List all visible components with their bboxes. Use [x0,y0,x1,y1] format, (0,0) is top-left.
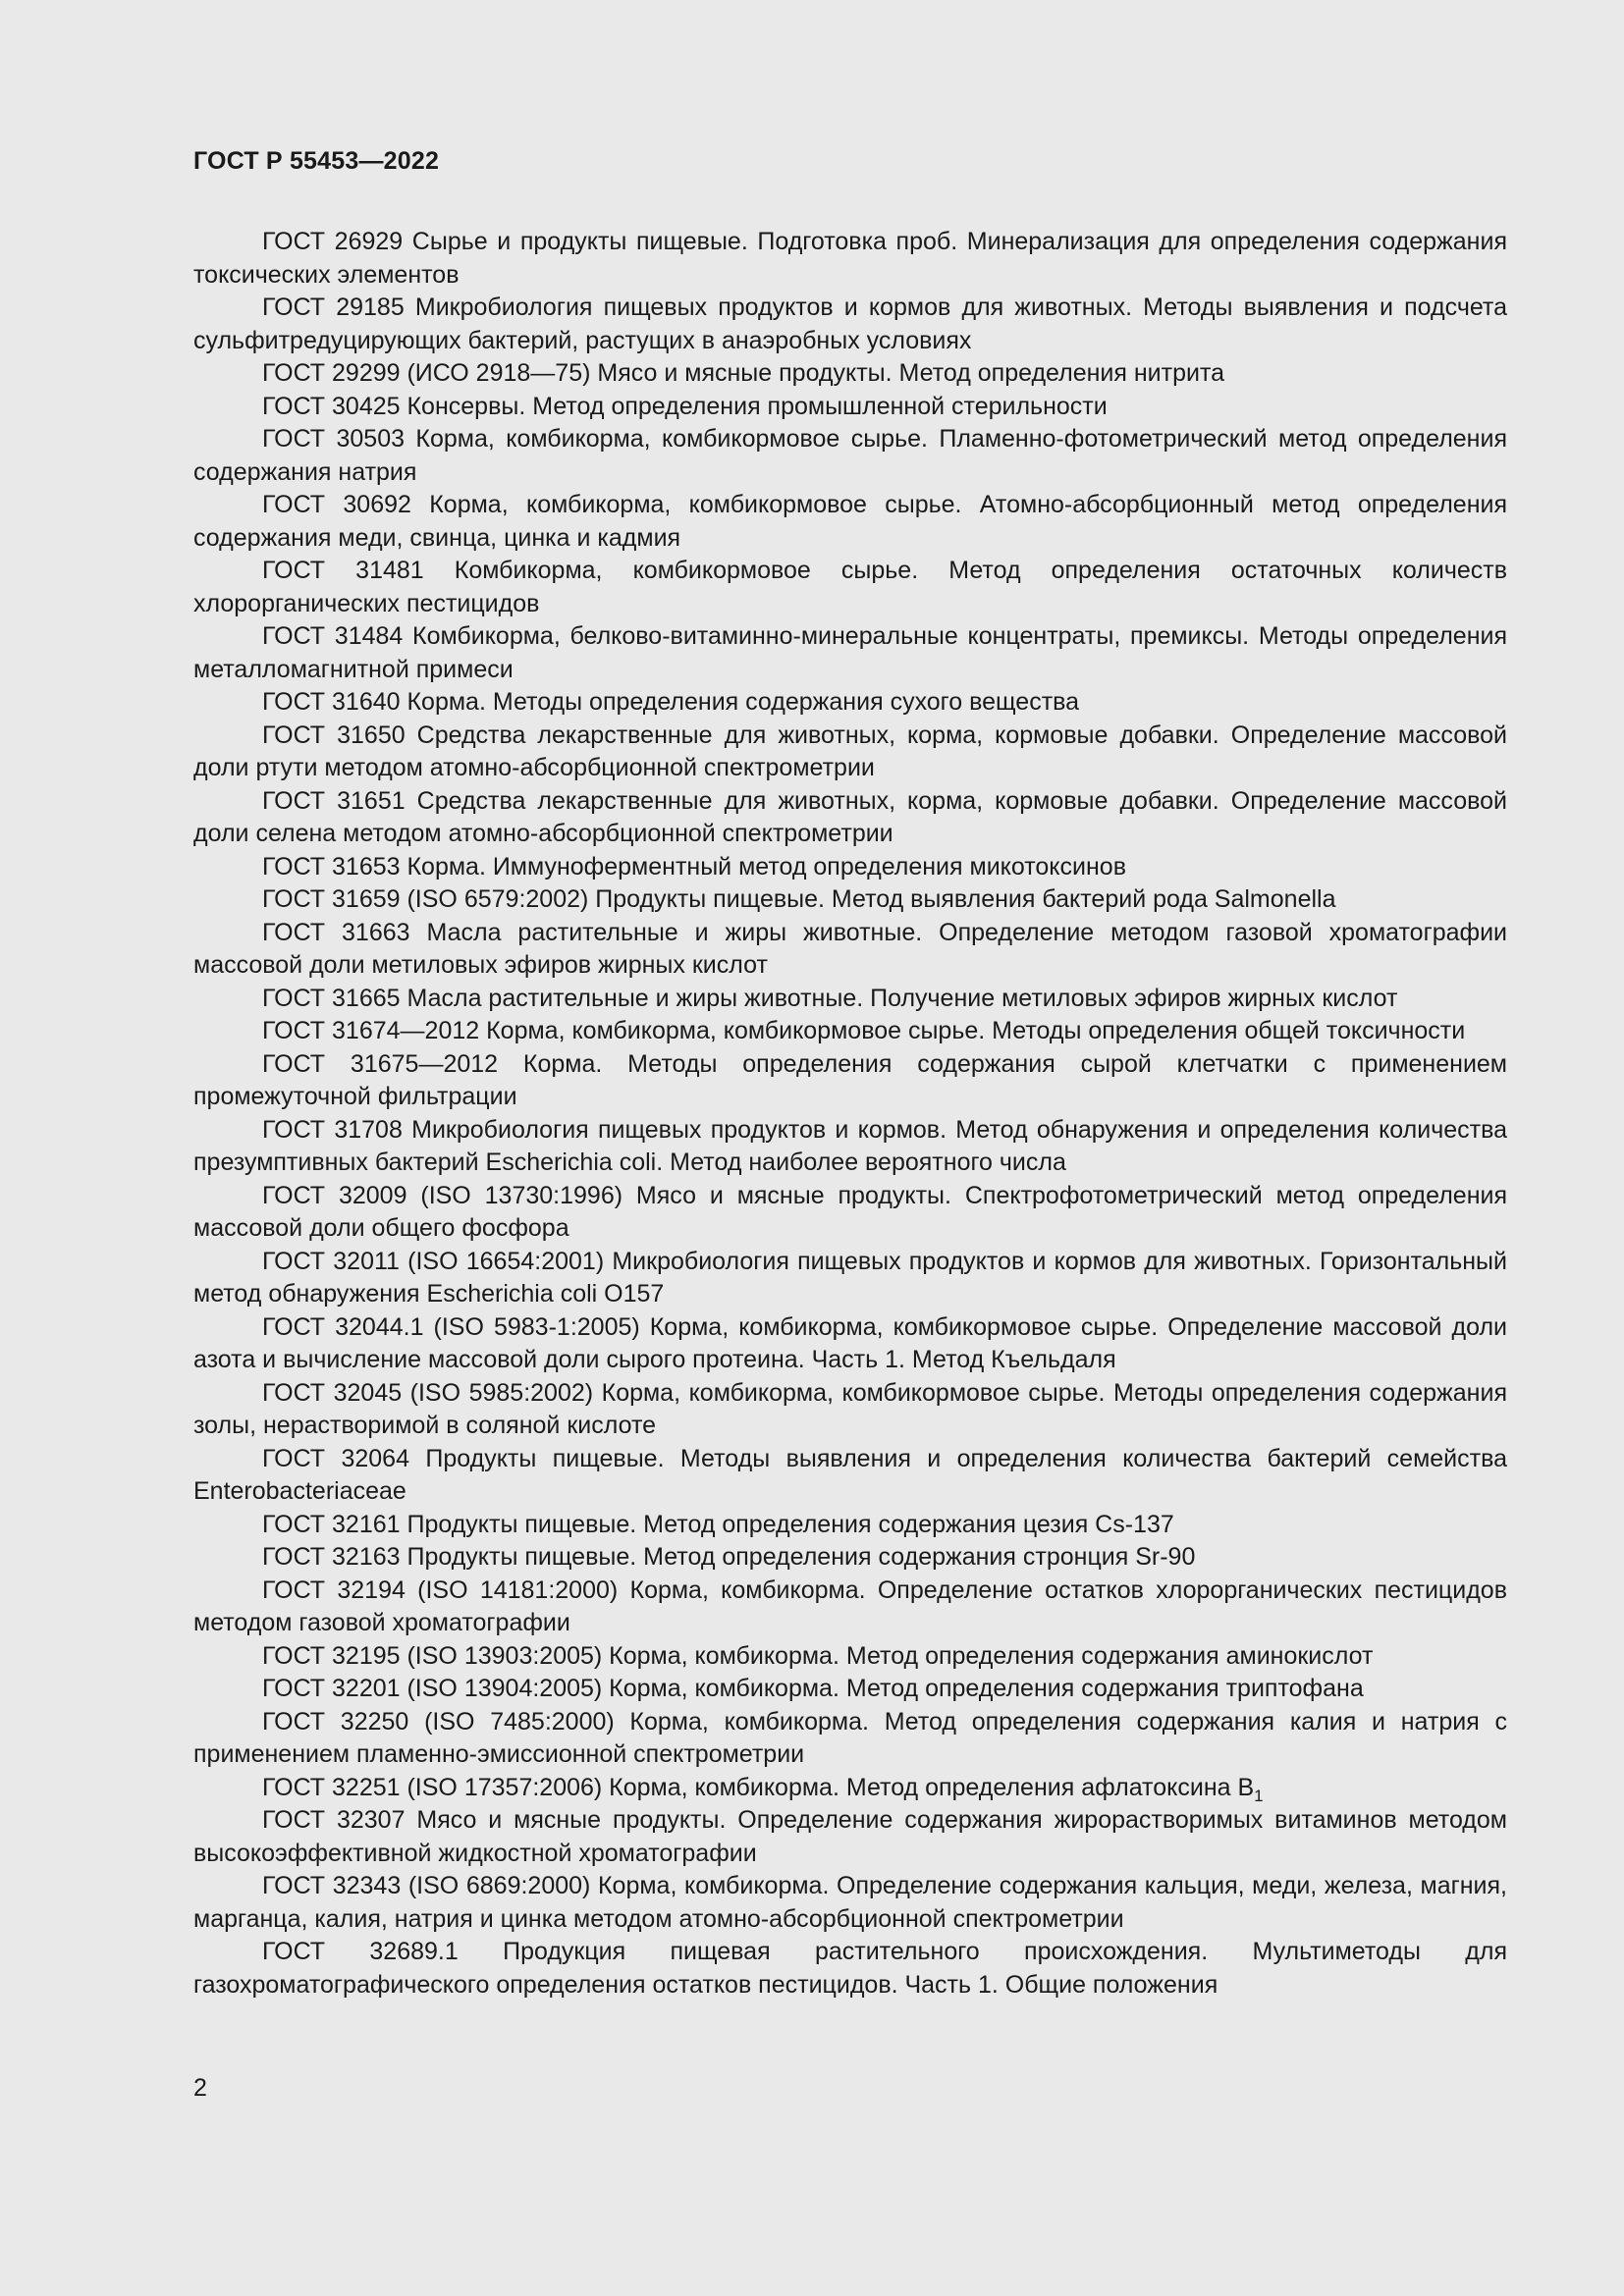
reference-text: ГОСТ 31659 (ISO 6579:2002) Продукты пищевые. Метод выявления бактерий рода Salmonella [262,885,1336,913]
reference-text: ГОСТ 31640 Корма. Методы определения содержания сухого вещества [262,688,1080,716]
reference-item [193,917,1507,983]
reference-item [193,785,1507,851]
reference-subscript: 1 [1254,1786,1264,1805]
reference-item [193,391,1507,424]
reference-text: ГОСТ 32045 (ISO 5985:2002) Корма, комбикорма, комбикормовое сырье. Методы определения содержания золы, нерастворимой в соляной кислоте [193,1378,1507,1439]
page-number: 2 [193,2074,207,2102]
reference-item [193,1509,1507,1542]
reference-item [193,1870,1507,1936]
reference-text: ГОСТ 31675—2012 Корма. Методы определения содержания сырой клетчатки с применением промежуточной фильтрации [193,1049,1507,1110]
reference-text: ГОСТ 32689.1 Продукция пищевая растительного происхождения. Мультиметоды для газохроматографического определения остатков пестицидов. Часть 1. Общие положения [193,1938,1507,1999]
reference-text: ГОСТ 26929 Сырье и продукты пищевые. Подготовка проб. Минерализация для определения содержания токсических элементов [193,228,1507,289]
reference-item [193,292,1507,357]
reference-item [193,686,1507,720]
reference-text: ГОСТ 32011 (ISO 16654:2001) Микробиология пищевых продуктов и кормов для животных. Горизонтальный метод обнаружения Escherichia coli O157 [193,1247,1507,1308]
reference-text: ГОСТ 32343 (ISO 6869:2000) Корма, комбикорма. Определение содержания кальция, меди, железа, магния, марганца, калия, натрия и цинка методом атомно-абсорбционной спектрометрии [193,1872,1507,1933]
reference-text: ГОСТ 29299 (ИСО 2918—75) Мясо и мясные продукты. Метод определения нитрита [262,359,1225,387]
reference-item [193,1048,1507,1114]
reference-text: ГОСТ 31665 Масла растительные и жиры животные. Получение метиловых эфиров жирных кислот [262,984,1398,1012]
reference-item [193,720,1507,785]
reference-text: ГОСТ 32307 Мясо и мясные продукты. Определение содержания жирорастворимых витаминов методом высокоэффективной жидкостной хроматографии [193,1806,1507,1867]
reference-text: ГОСТ 32064 Продукты пищевые. Методы выявления и определения количества бактерий семейства Enterobacteriaceae [193,1444,1507,1505]
reference-text: ГОСТ 31484 Комбикорма, белково-витаминно-минеральные концентраты, премиксы. Методы определения металломагнитной примеси [193,622,1507,683]
reference-item [193,1673,1507,1706]
reference-item [193,1114,1507,1180]
reference-item [193,423,1507,489]
reference-text: ГОСТ 32161 Продукты пищевые. Метод определения содержания цезия Cs-137 [262,1510,1174,1538]
reference-item [193,1772,1507,1805]
reference-text: ГОСТ 30425 Консервы. Метод определения промышленной стерильности [262,392,1108,420]
reference-text: ГОСТ 32163 Продукты пищевые. Метод определения содержания стронция Sr-90 [262,1543,1196,1571]
reference-item [193,1377,1507,1443]
reference-text: ГОСТ 32044.1 (ISO 5983-1:2005) Корма, комбикорма, комбикормовое сырье. Определение массовой доли азота и вычисление массовой доли сырого протеина. Часть 1. Метод Къельдаля [193,1312,1507,1373]
reference-item [193,883,1507,917]
reference-text: ГОСТ 32251 (ISO 17357:2006) Корма, комбикорма. Метод определения афлатоксина B [262,1773,1255,1801]
reference-text: ГОСТ 32250 (ISO 7485:2000) Корма, комбикорма. Метод определения содержания калия и натрия с применением пламенно-эмиссионной спектрометрии [193,1707,1507,1768]
reference-text: ГОСТ 29185 Микробиология пищевых продуктов и кормов для животных. Методы выявления и подсчета сульфитредуцирующих бактерий, растущих в анаэробных условиях [193,294,1507,354]
reference-item [193,357,1507,391]
reference-text: ГОСТ 31663 Масла растительные и жиры животные. Определение методом газовой хроматографии массовой доли метиловых эфиров жирных кислот [193,918,1507,979]
reference-item [193,851,1507,884]
reference-item [193,1246,1507,1311]
reference-item [193,1575,1507,1640]
reference-text: ГОСТ 31653 Корма. Иммуноферментный метод определения микотоксинов [262,852,1126,881]
normative-references-list [193,226,1507,2002]
reference-item [193,1541,1507,1575]
reference-item [193,1311,1507,1377]
reference-item [193,1936,1507,2002]
reference-item [193,1706,1507,1772]
reference-item [193,555,1507,620]
reference-text: ГОСТ 32195 (ISO 13903:2005) Корма, комбикорма. Метод определения содержания аминокислот [262,1641,1374,1670]
reference-text: ГОСТ 31674—2012 Корма, комбикорма, комбикормовое сырье. Методы определения общей токсичности [262,1017,1466,1044]
reference-text: ГОСТ 31481 Комбикорма, комбикормовое сырье. Метод определения остаточных количеств хлорорганических пестицидов [193,557,1507,617]
reference-text: ГОСТ 31651 Средства лекарственные для животных, корма, кормовые добавки. Определение массовой доли селена методом атомно-абсорбционной спектрометрии [193,786,1507,847]
reference-item [193,226,1507,292]
reference-item [193,1015,1507,1048]
reference-text: ГОСТ 30503 Корма, комбикорма, комбикормовое сырье. Пламенно-фотометрический метод определения содержания натрия [193,425,1507,486]
reference-item [193,1804,1507,1870]
reference-item [193,1640,1507,1674]
reference-text: ГОСТ 30692 Корма, комбикорма, комбикормовое сырье. Атомно-абсорбционный метод определения содержания меди, свинца, цинка и кадмия [193,491,1507,552]
reference-text: ГОСТ 32009 (ISO 13730:1996) Мясо и мясные продукты. Спектрофотометрический метод определения массовой доли общего фосфора [193,1181,1507,1242]
reference-item [193,489,1507,555]
reference-text: ГОСТ 32194 (ISO 14181:2000) Корма, комбикорма. Определение остатков хлорорганических пестицидов методом газовой хроматографии [193,1575,1507,1636]
reference-item [193,1443,1507,1509]
reference-item [193,983,1507,1016]
reference-item [193,1180,1507,1246]
reference-item [193,620,1507,686]
reference-text: ГОСТ 31650 Средства лекарственные для животных, корма, кормовые добавки. Определение массовой доли ртути методом атомно-абсорбционной спектрометрии [193,721,1507,781]
document-code-header: ГОСТ Р 55453—2022 [193,147,440,175]
reference-text: ГОСТ 31708 Микробиология пищевых продуктов и кормов. Метод обнаружения и определения количества презумптивных бактерий Escherichia coli. Метод наиболее вероятного числа [193,1115,1507,1176]
reference-text: ГОСТ 32201 (ISO 13904:2005) Корма, комбикорма. Метод определения содержания триптофана [262,1675,1364,1702]
